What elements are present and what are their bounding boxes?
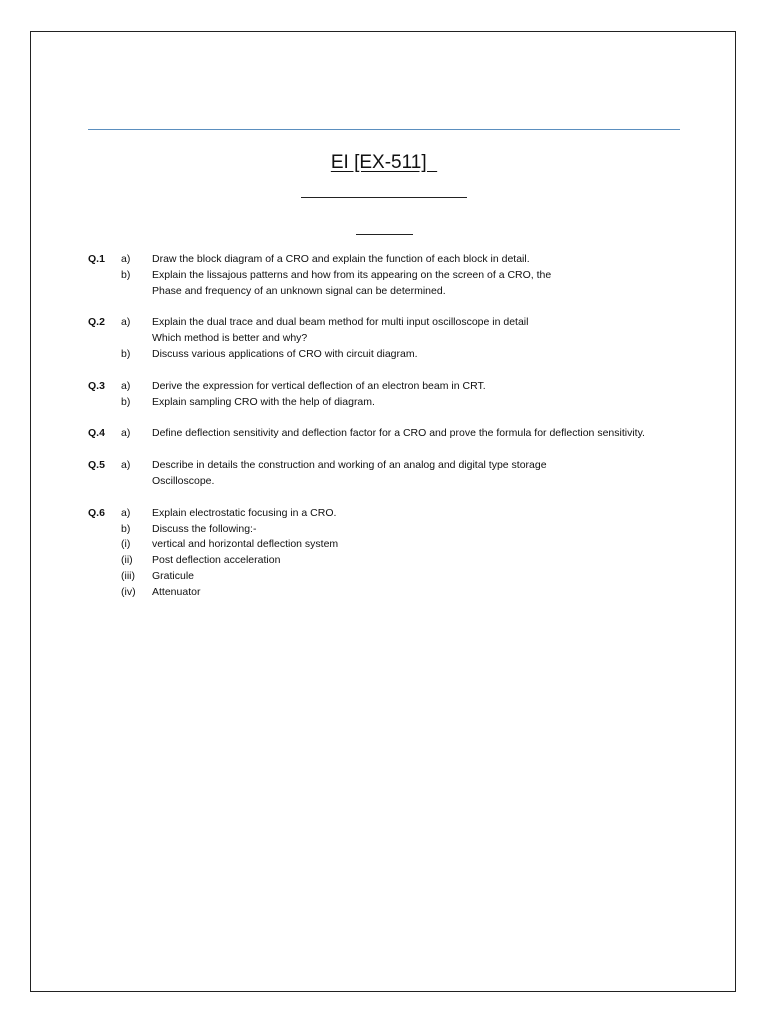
question-part-label: a) <box>121 459 131 472</box>
question-text: Explain sampling CRO with the help of diagram. <box>152 395 375 408</box>
question-text: vertical and horizontal deflection system <box>152 538 339 551</box>
question-number: Q.5 <box>88 459 105 472</box>
header-rule <box>88 129 680 130</box>
title-underline-short <box>356 234 413 235</box>
question-row <box>88 426 678 442</box>
title-underline-long <box>301 197 467 198</box>
question-text: Attenuator <box>152 585 201 598</box>
question-text: Discuss various applications of CRO with circuit diagram. <box>152 347 418 360</box>
question-4 <box>88 426 678 442</box>
question-row <box>88 379 678 395</box>
document-title: EI [EX-511] <box>330 152 438 173</box>
question-row <box>88 458 678 474</box>
question-part-label: a) <box>121 253 131 265</box>
question-text: Discuss the following:- <box>152 522 257 535</box>
question-row <box>88 395 678 411</box>
question-part-label: a) <box>121 427 131 440</box>
question-row <box>88 585 678 601</box>
question-6 <box>88 506 678 601</box>
question-part-label: (i) <box>121 538 131 551</box>
question-part-label: (iv) <box>121 585 136 598</box>
question-row <box>88 252 678 268</box>
question-text: Draw the block diagram of a CRO and explain the function of each block in detail. <box>152 253 530 265</box>
question-part-label: (ii) <box>121 554 133 567</box>
question-text: Phase and frequency of an unknown signal can be determined. <box>152 284 446 297</box>
question-row <box>88 284 678 300</box>
question-number: Q.4 <box>88 427 105 440</box>
question-text: Derive the expression for vertical deflection of an electron beam in CRT. <box>152 379 486 392</box>
question-row <box>88 331 678 347</box>
question-text: Post deflection acceleration <box>152 554 281 567</box>
question-3 <box>88 379 678 411</box>
question-row <box>88 315 678 331</box>
question-text: Describe in details the construction and working of an analog and digital type storage <box>152 459 547 472</box>
question-part-label: b) <box>121 347 131 360</box>
question-part-label: a) <box>121 316 131 329</box>
question-part-label: b) <box>121 522 131 535</box>
question-row <box>88 268 678 284</box>
question-text: Oscilloscope. <box>152 474 215 487</box>
question-5 <box>88 458 678 490</box>
question-text: Explain the dual trace and dual beam method for multi input oscilloscope in detail <box>152 316 529 329</box>
question-row <box>88 569 678 585</box>
question-row <box>88 474 678 490</box>
question-part-label: b) <box>121 268 131 281</box>
question-row <box>88 347 678 363</box>
question-part-label: b) <box>121 395 131 408</box>
question-number: Q.1 <box>88 253 105 265</box>
question-text: Define deflection sensitivity and deflection factor for a CRO and prove the formula for deflection sensitivity. <box>152 427 645 440</box>
question-part-label: a) <box>121 379 131 392</box>
question-1 <box>88 252 678 299</box>
question-2 <box>88 315 678 362</box>
question-row <box>88 506 678 522</box>
question-row <box>88 522 678 538</box>
question-part-label: a) <box>121 506 131 519</box>
question-list <box>88 252 678 617</box>
question-text: Explain electrostatic focusing in a CRO. <box>152 506 337 519</box>
question-row <box>88 537 678 553</box>
question-text: Explain the lissajous patterns and how from its appearing on the screen of a CRO, the <box>152 268 552 281</box>
question-number: Q.2 <box>88 316 105 329</box>
question-text: Which method is better and why? <box>152 332 308 345</box>
question-row <box>88 553 678 569</box>
question-text: Graticule <box>152 569 195 582</box>
question-number: Q.6 <box>88 506 105 519</box>
question-number: Q.3 <box>88 379 105 392</box>
question-part-label: (iii) <box>121 569 135 582</box>
document-title-wrapper <box>0 150 768 176</box>
